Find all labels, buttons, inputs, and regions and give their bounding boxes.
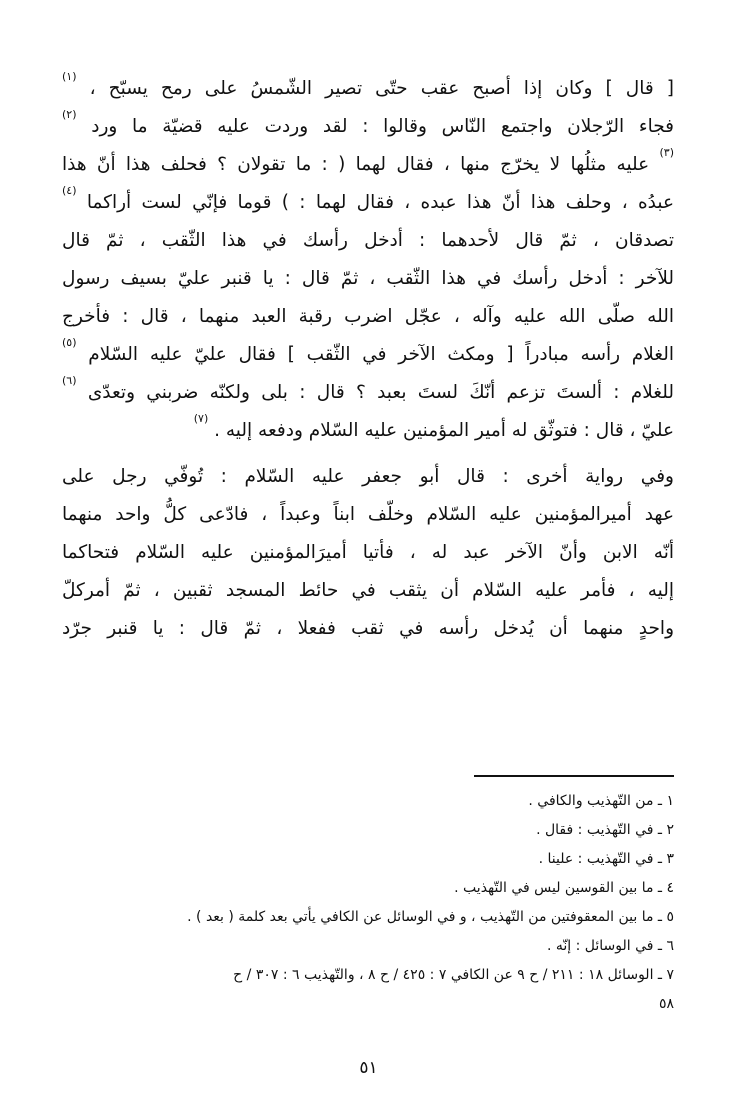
main-text-block [62, 70, 674, 648]
footnote-marker: (٦) [62, 374, 77, 387]
footnote-continuation: ٥٨ [658, 996, 674, 1012]
page-number: ٥١ [359, 1058, 378, 1078]
text-line: عهد أميرالمؤمنين عليه السّلام وخلّف ابناً وعبداً ، فادّعى كلُّ واحد منهما [62, 504, 674, 525]
text-line: الله صلّى الله عليه وآله ، عجّل اضرب رقبة العبد منهما ، قال : فأخرج [62, 306, 674, 327]
footnote-separator [474, 775, 674, 777]
footnote-marker: (٤) [62, 184, 77, 197]
footnote: ٦ ـ في الوسائل : إنّه . [546, 938, 674, 954]
footnote: ٤ ـ ما بين القوسين ليس في التّهذيب . [454, 880, 674, 896]
footnote-marker: (١) [62, 70, 77, 83]
footnote-marker: (٢) [62, 108, 77, 121]
footnotes-block [40, 787, 674, 1019]
footnote: ٥ ـ ما بين المعقوفتين من التّهذيب ، و في الوسائل عن الكافي يأتي بعد كلمة ( بعد ) . [187, 909, 674, 925]
text-line: للآخر : أدخل رأسك في هذا الثّقب ، ثمّ قال : يا قنبر عليّ بسيف رسول [62, 268, 674, 289]
text-line: فجاء الرّجلان واجتمع النّاس وقالوا : لقد وردت عليه قضيّة ما ورد $^{(٢)}$ [62, 108, 674, 137]
footnote: ٢ ـ في التّهذيب : فقال . [536, 822, 674, 838]
footnote-marker: (٣) [659, 146, 674, 159]
text-line: عليّ ، قال : فتوثّق له أمير المؤمنين عليه السّلام ودفعه إليه . $^{(٧)}$ [193, 412, 674, 441]
footnote-marker: (٧) [193, 412, 209, 425]
text-line: أنّه الابن وأنّ الآخر عبد له ، فأتيا أميرَالمؤمنين عليه السّلام فتحاكما [62, 542, 674, 563]
text-line: [ قال ] وكان إذا أصبح عقب حتّى تصير الشّمسُ على رمح يسبّح ، $^{(١)}$ [62, 70, 674, 99]
text-line: واحدٍ منهما أن يُدخل رأسه في ثقب ففعلا ، ثمّ قال : يا قنبر جرّد [62, 618, 674, 639]
text-line: عبدُه ، وحلف هذا أنّ هذا عبده ، فقال لهما : ) قوما فإنّي لست أراكما $^{(٤)}$ [62, 184, 674, 213]
text-line: وفي رواية أخرى : قال أبو جعفر عليه السّلام : تُوفّي رجل على [62, 466, 674, 487]
paragraph-gap [62, 450, 674, 458]
footnote: ١ ـ من التّهذيب والكافي . [528, 793, 674, 809]
text-line: إليه ، فأمر عليه السّلام أن يثقب في حائط المسجد ثقبين ، ثمّ أمركلّ [62, 580, 674, 601]
text-line: تصدقان ، ثمّ قال لأحدهما : أدخل رأسك في هذا الثّقب ، ثمّ قال [62, 230, 674, 251]
text-line: للغلام : ألستَ تزعم أنّكَ لستَ بعبد ؟ قال : بلى ولكنّه ضربني وتعدّى $^{(٦)}$ [62, 374, 674, 403]
footnote: ٧ ـ الوسائل ١٨ : ٢١١ / ح ٩ عن الكافي ٧ : ٤٢٥ / ح ٨ ، والتّهذيب ٦ : ٣٠٧ / ح [233, 967, 674, 983]
footnote-marker: (٥) [62, 336, 77, 349]
text-line: الغلام رأسه مبادراً [ ومكث الآخر في الثّقب ] فقال عليّ عليه السّلام $^{(٥)}$ [62, 336, 674, 365]
text-line: $^{(٣)}$ عليه مثلُها لا يخرّج منها ، فقال لهما ( : ما تقولان ؟ فحلف هذا أنّ هذا [62, 146, 674, 175]
footnote: ٣ ـ في التّهذيب : علينا . [538, 851, 674, 867]
